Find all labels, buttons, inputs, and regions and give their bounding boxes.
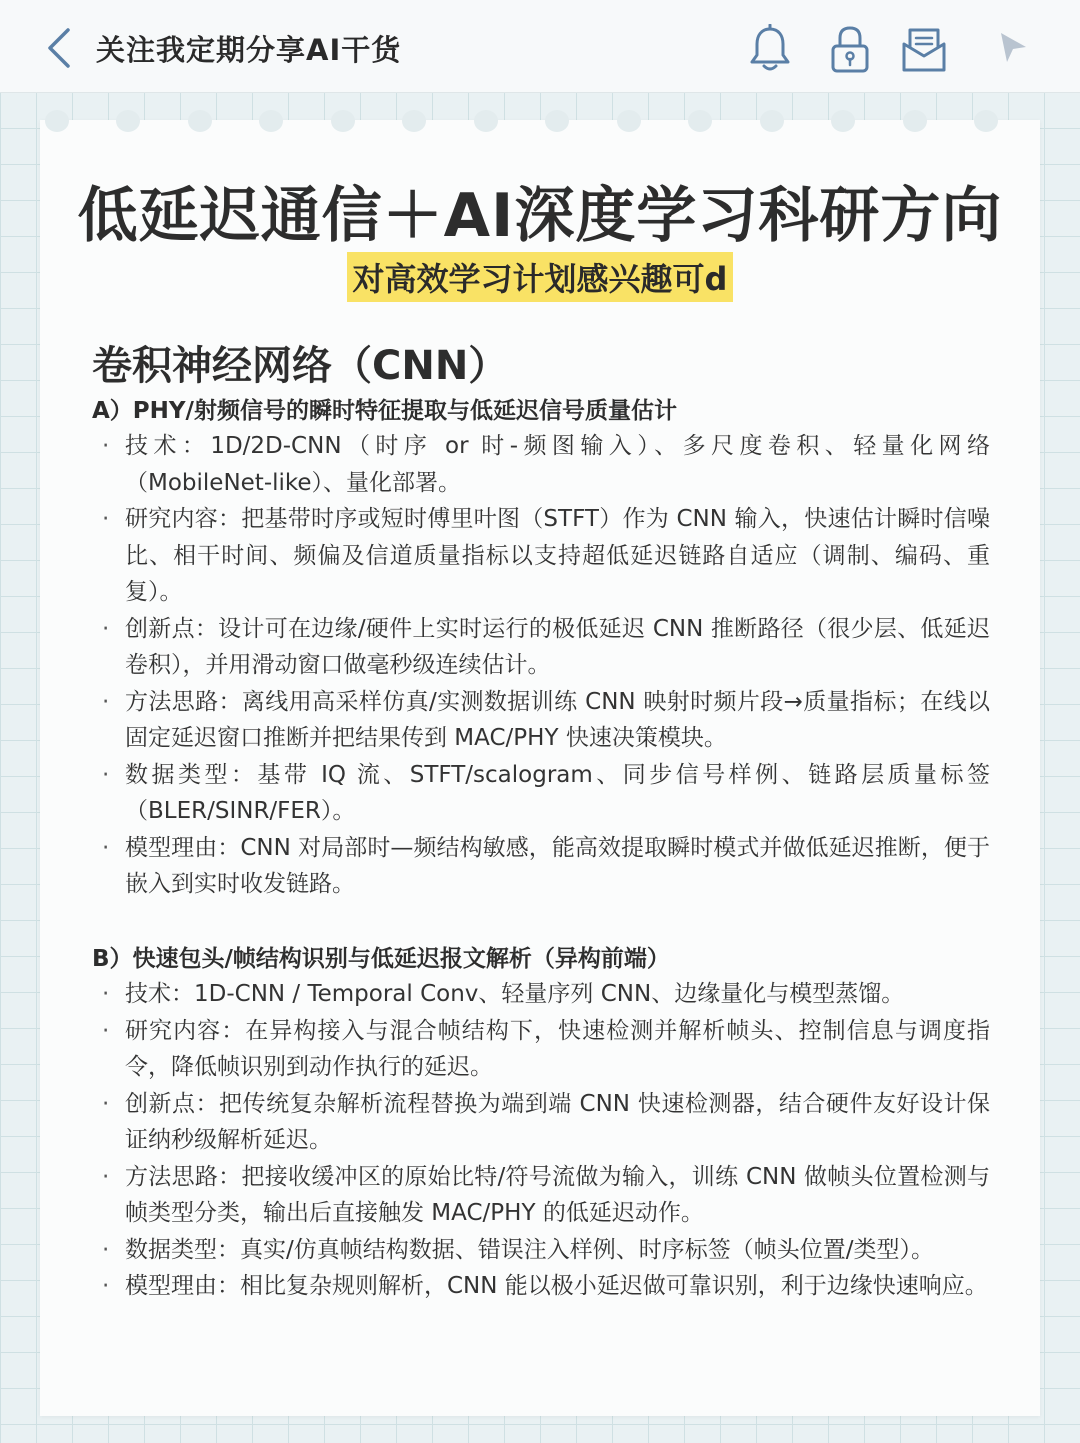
paper-hole xyxy=(259,110,283,132)
section-heading: 卷积神经网络（CNN） xyxy=(92,343,509,389)
paper-hole xyxy=(974,110,998,132)
bullet-dot: · xyxy=(102,688,110,715)
list-item: · 数据类型：真实/仿真帧结构数据、错误注入样例、时序标签（帧头位置/类型）。 xyxy=(100,1232,990,1269)
note-paper xyxy=(40,120,1040,1416)
paper-hole xyxy=(617,110,641,132)
bullet-dot: · xyxy=(102,1017,110,1044)
subsection-a-heading: A）PHY/射频信号的瞬时特征提取与低延迟信号质量估计 xyxy=(92,398,677,424)
bullet-dot: · xyxy=(102,1163,110,1190)
list-item: · 模型理由：相比复杂规则解析，CNN 能以极小延迟做可靠识别，利于边缘快速响应。 xyxy=(100,1268,990,1305)
paper-hole xyxy=(903,110,927,132)
paper-hole xyxy=(331,110,355,132)
paper-hole xyxy=(760,110,784,132)
top-bar xyxy=(0,0,1080,93)
subsection-a-list xyxy=(100,428,990,903)
list-item: · 方法思路：离线用高采样仿真/实测数据训练 CNN 映射时频片段→质量指标；在线以固定延迟窗口推断并把结果传到 MAC/PHY 快速决策模块。 xyxy=(100,684,990,757)
paper-hole xyxy=(831,110,855,132)
page-title: 低延迟通信＋AI深度学习科研方向 xyxy=(77,181,1003,251)
share-button[interactable] xyxy=(996,30,1030,66)
bullet-dot: · xyxy=(102,1236,110,1263)
bullet-dot: · xyxy=(102,1273,110,1299)
list-item: · 方法思路：把接收缓冲区的原始比特/符号流做为输入，训练 CNN 做帧头位置检测与帧类型分类，输出后直接触发 MAC/PHY 的低延迟动作。 xyxy=(100,1159,990,1232)
paper-hole xyxy=(45,110,69,132)
paper-hole xyxy=(545,110,569,132)
lock-button[interactable] xyxy=(828,24,872,74)
bullet-dot: · xyxy=(102,981,110,1007)
paper-holes xyxy=(40,120,1040,140)
lock-icon xyxy=(828,24,872,74)
paper-hole xyxy=(188,110,212,132)
back-button[interactable] xyxy=(44,26,76,70)
bullet-dot: · xyxy=(102,761,110,788)
paper-hole xyxy=(116,110,140,132)
list-item: · 技术：1D/2D-CNN（时序 or 时-频图输入）、多尺度卷积、轻量化网络（MobileNet-like）、量化部署。 xyxy=(100,428,990,501)
list-item: · 研究内容：把基带时序或短时傅里叶图（STFT）作为 CNN 输入，快速估计瞬时信噪比、相干时间、频偏及信道质量指标以支持超低延迟链路自适应（调制、编码、重复）。 xyxy=(100,501,990,611)
mail-icon xyxy=(902,24,946,74)
list-item: · 模型理由：CNN 对局部时—频结构敏感，能高效提取瞬时模式并做低延迟推断，便于嵌入到实时收发链路。 xyxy=(100,830,990,903)
bullet-dot: · xyxy=(102,433,110,459)
paper-hole xyxy=(402,110,426,132)
list-item: · 技术：1D-CNN / Temporal Conv、轻量序列 CNN、边缘量化与模型蒸馏。 xyxy=(100,976,990,1013)
subsection-b-list xyxy=(100,976,990,1305)
share-arrow-icon xyxy=(996,30,1030,66)
chevron-left-icon xyxy=(44,26,76,70)
bullet-dot: · xyxy=(102,506,110,532)
bell-icon xyxy=(748,24,792,74)
list-item: · 数据类型：基带 IQ 流、STFT/scalogram、同步信号样例、链路层质量标签（BLER/SINR/FER）。 xyxy=(100,757,990,830)
paper-hole xyxy=(688,110,712,132)
list-item: · 创新点：把传统复杂解析流程替换为端到端 CNN 快速检测器，结合硬件友好设计保证纳秒级解析延迟。 xyxy=(100,1086,990,1159)
bullet-dot: · xyxy=(102,834,110,861)
topbar-title: 关注我定期分享AI干货 xyxy=(96,33,402,67)
notification-button[interactable] xyxy=(748,24,792,74)
subsection-b-heading: B）快速包头/帧结构识别与低延迟报文解析（异构前端） xyxy=(92,946,670,972)
mail-button[interactable] xyxy=(902,24,946,74)
bullet-dot: · xyxy=(102,615,110,642)
bullet-dot: · xyxy=(102,1090,110,1117)
list-item: · 创新点：设计可在边缘/硬件上实时运行的极低延迟 CNN 推断路径（很少层、低延迟卷积），并用滑动窗口做毫秒级连续估计。 xyxy=(100,611,990,684)
highlighted-subtitle: 对高效学习计划感兴趣可d xyxy=(347,252,734,302)
subtitle-wrapper xyxy=(40,252,1040,302)
list-item: · 研究内容：在异构接入与混合帧结构下，快速检测并解析帧头、控制信息与调度指令，降低帧识别到动作执行的延迟。 xyxy=(100,1013,990,1086)
paper-hole xyxy=(474,110,498,132)
